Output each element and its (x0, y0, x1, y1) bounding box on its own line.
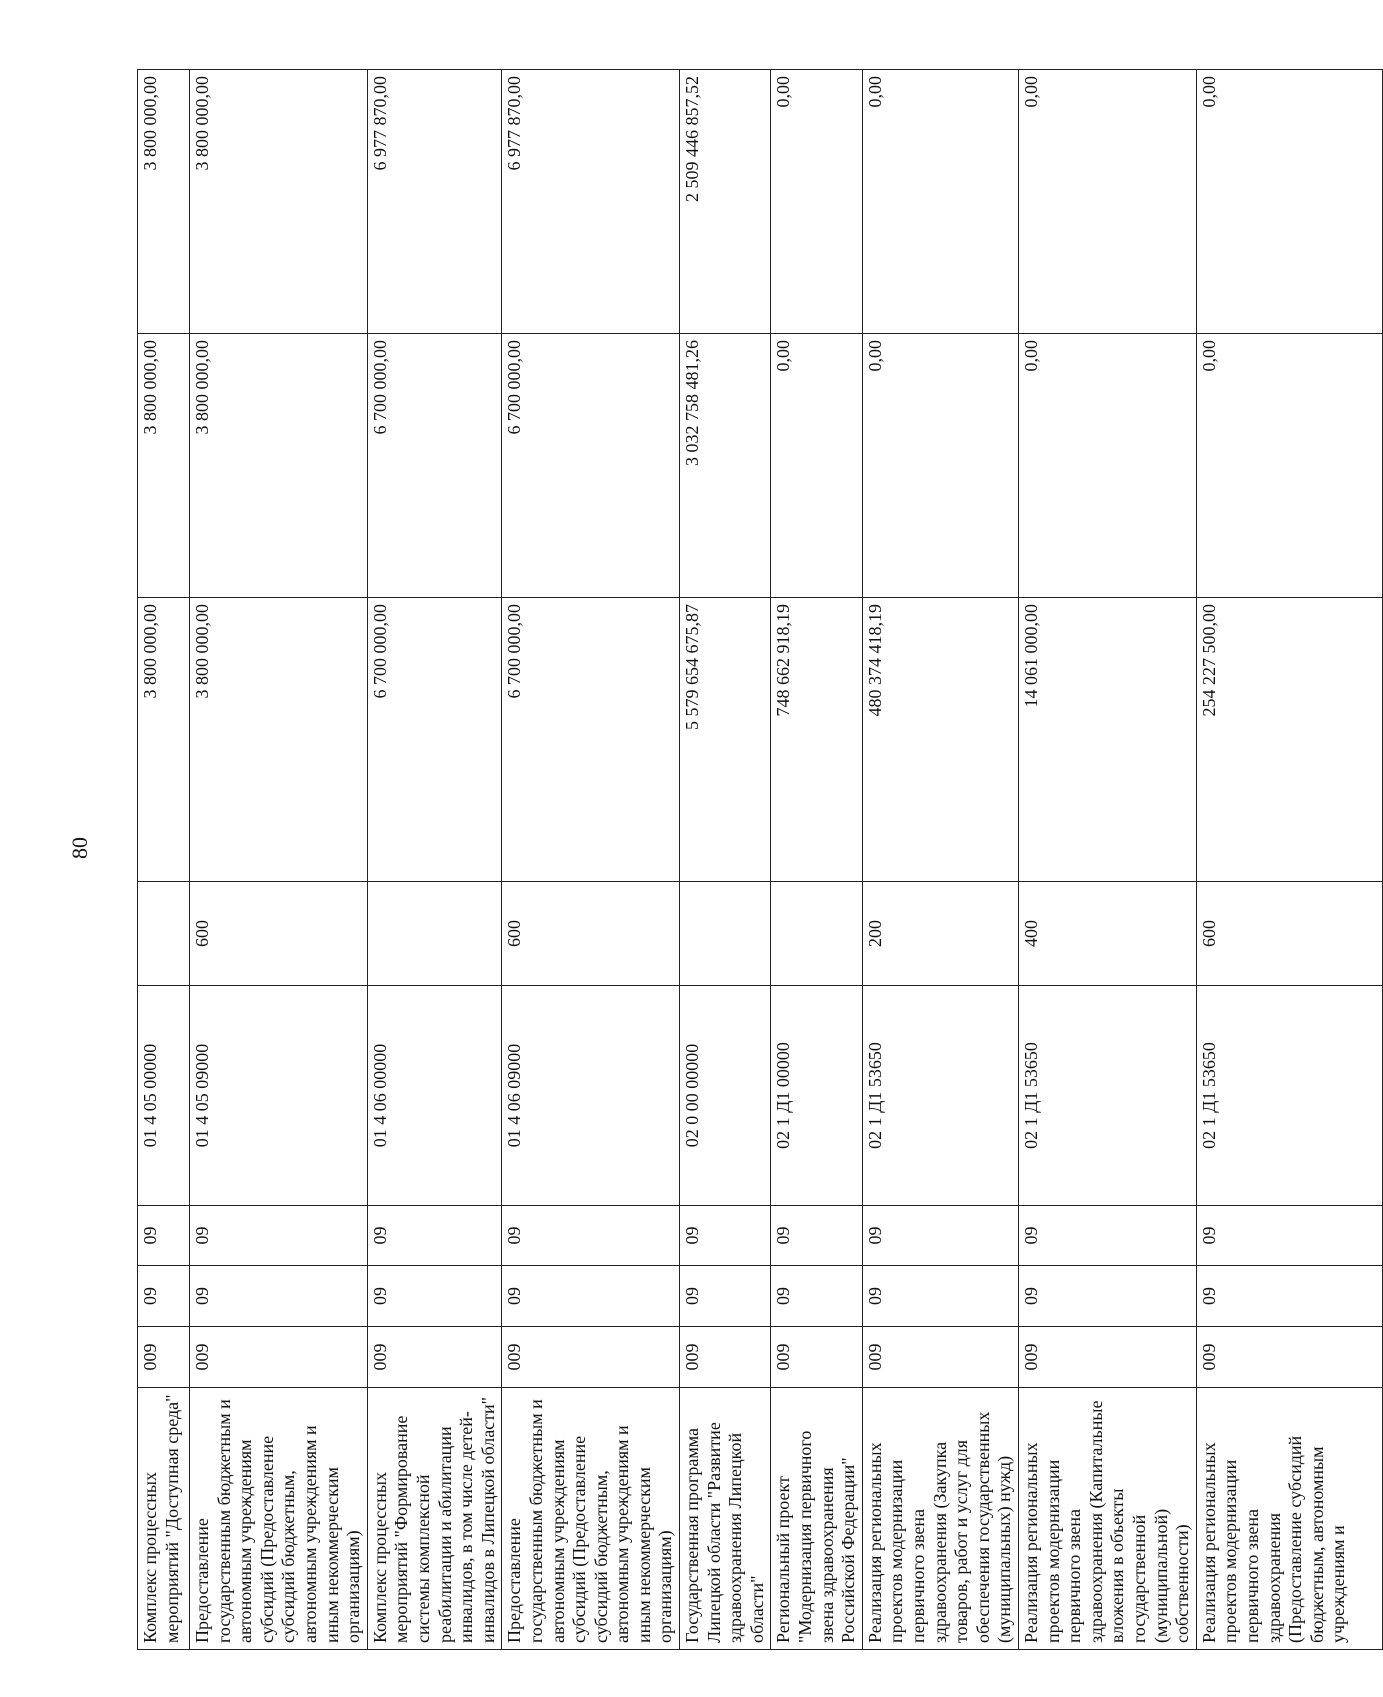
section-code: 09 (771, 1266, 862, 1327)
budget-table (137, 69, 1383, 1650)
amount-3: 0,00 (862, 70, 1018, 334)
row-name: Предоставление государственным бюджетным и автономным учреждениям субсидий (Предоставление субсидий бюджетным, автономным учреждениям и иным некоммерческим организациям) (190, 1388, 368, 1650)
ministry-code: 009 (190, 1327, 368, 1388)
target-code: 01 4 05 09000 (190, 986, 368, 1206)
ministry-code: 009 (1196, 1327, 1382, 1388)
table-row (190, 70, 368, 1650)
section-code: 09 (862, 1266, 1018, 1327)
table-row (771, 70, 862, 1650)
section-code: 09 (680, 1266, 771, 1327)
row-name: Реализация региональных проектов модернизации первичного звена здравоохранения (Закупка товаров, работ и услуг для обеспечения государственных (муниципальных) нужд) (862, 1388, 1018, 1650)
amount-1: 5 579 654 675,87 (680, 598, 771, 882)
amount-3: 0,00 (771, 70, 862, 334)
amount-2: 0,00 (862, 334, 1018, 598)
target-code: 01 4 05 00000 (138, 986, 190, 1206)
target-code: 01 4 06 00000 (367, 986, 502, 1206)
target-code: 01 4 06 09000 (502, 986, 680, 1206)
expense-type-code: 600 (502, 882, 680, 986)
row-name: Реализация региональных проектов модернизации первичного звена здравоохранения (Предоставление субсидий бюджетным, автономным учреждениям и (1196, 1388, 1382, 1650)
amount-3: 3 800 000,00 (138, 70, 190, 334)
section-code: 09 (190, 1266, 368, 1327)
amount-3: 3 800 000,00 (190, 70, 368, 334)
row-name: Государственная программа Липецкой области "Развитие здравоохранения Липецкой области" (680, 1388, 771, 1650)
amount-1: 480 374 418,19 (862, 598, 1018, 882)
table-row (502, 70, 680, 1650)
amount-2: 3 800 000,00 (138, 334, 190, 598)
amount-1: 3 800 000,00 (138, 598, 190, 882)
target-code: 02 1 Д1 00000 (771, 986, 862, 1206)
ministry-code: 009 (862, 1327, 1018, 1388)
ministry-code: 009 (1018, 1327, 1196, 1388)
amount-1: 14 061 000,00 (1018, 598, 1196, 882)
subsection-code: 09 (502, 1206, 680, 1266)
amount-1: 6 700 000,00 (367, 598, 502, 882)
expense-type-code (367, 882, 502, 986)
expense-type-code (138, 882, 190, 986)
subsection-code: 09 (138, 1206, 190, 1266)
page-number: 80 (67, 837, 92, 859)
target-code: 02 1 Д1 53650 (1018, 986, 1196, 1206)
amount-3: 6 977 870,00 (502, 70, 680, 334)
row-name: Реализация региональных проектов модернизации первичного звена здравоохранения (Капитальные вложения в объекты государственной (муниципальной) собственности) (1018, 1388, 1196, 1650)
ministry-code: 009 (502, 1327, 680, 1388)
section-code: 09 (1018, 1266, 1196, 1327)
rotated-page (137, 70, 1349, 1650)
amount-2: 0,00 (1018, 334, 1196, 598)
table-row (680, 70, 771, 1650)
row-name: Комплекс процессных мероприятий "Формирование системы комплексной реабилитации и абилитации инвалидов, в том числе детей-инвалидов в Липецкой области" (367, 1388, 502, 1650)
subsection-code: 09 (680, 1206, 771, 1266)
row-name: Региональный проект "Модернизация первичного звена здравоохранения Российской Федерации" (771, 1388, 862, 1650)
table-row (138, 70, 190, 1650)
subsection-code: 09 (190, 1206, 368, 1266)
expense-type-code: 400 (1018, 882, 1196, 986)
section-code: 09 (367, 1266, 502, 1327)
amount-2: 0,00 (1196, 334, 1382, 598)
amount-2: 0,00 (771, 334, 862, 598)
subsection-code: 09 (367, 1206, 502, 1266)
subsection-code: 09 (862, 1206, 1018, 1266)
row-name: Комплекс процессных мероприятий "Доступная среда" (138, 1388, 190, 1650)
amount-3: 0,00 (1196, 70, 1382, 334)
table-row (862, 70, 1018, 1650)
section-code: 09 (502, 1266, 680, 1327)
amount-2: 6 700 000,00 (502, 334, 680, 598)
expense-type-code: 200 (862, 882, 1018, 986)
row-name: Предоставление государственным бюджетным и автономным учреждениям субсидий (Предоставление субсидий бюджетным, автономным учреждениям и иным некоммерческим организациям) (502, 1388, 680, 1650)
amount-3: 0,00 (1018, 70, 1196, 334)
amount-2: 3 032 758 481,26 (680, 334, 771, 598)
ministry-code: 009 (138, 1327, 190, 1388)
amount-2: 3 800 000,00 (190, 334, 368, 598)
section-code: 09 (138, 1266, 190, 1327)
table-row (1018, 70, 1196, 1650)
subsection-code: 09 (1018, 1206, 1196, 1266)
target-code: 02 0 00 00000 (680, 986, 771, 1206)
amount-2: 6 700 000,00 (367, 334, 502, 598)
table-row (367, 70, 502, 1650)
expense-type-code (680, 882, 771, 986)
ministry-code: 009 (771, 1327, 862, 1388)
amount-1: 254 227 500,00 (1196, 598, 1382, 882)
expense-type-code: 600 (190, 882, 368, 986)
ministry-code: 009 (680, 1327, 771, 1388)
expense-type-code (771, 882, 862, 986)
amount-3: 2 509 446 857,52 (680, 70, 771, 334)
subsection-code: 09 (771, 1206, 862, 1266)
section-code: 09 (1196, 1266, 1382, 1327)
amount-1: 6 700 000,00 (502, 598, 680, 882)
table-body (138, 70, 1383, 1650)
expense-type-code: 600 (1196, 882, 1382, 986)
ministry-code: 009 (367, 1327, 502, 1388)
amount-3: 6 977 870,00 (367, 70, 502, 334)
target-code: 02 1 Д1 53650 (1196, 986, 1382, 1206)
amount-1: 3 800 000,00 (190, 598, 368, 882)
subsection-code: 09 (1196, 1206, 1382, 1266)
amount-1: 748 662 918,19 (771, 598, 862, 882)
table-row (1196, 70, 1382, 1650)
target-code: 02 1 Д1 53650 (862, 986, 1018, 1206)
